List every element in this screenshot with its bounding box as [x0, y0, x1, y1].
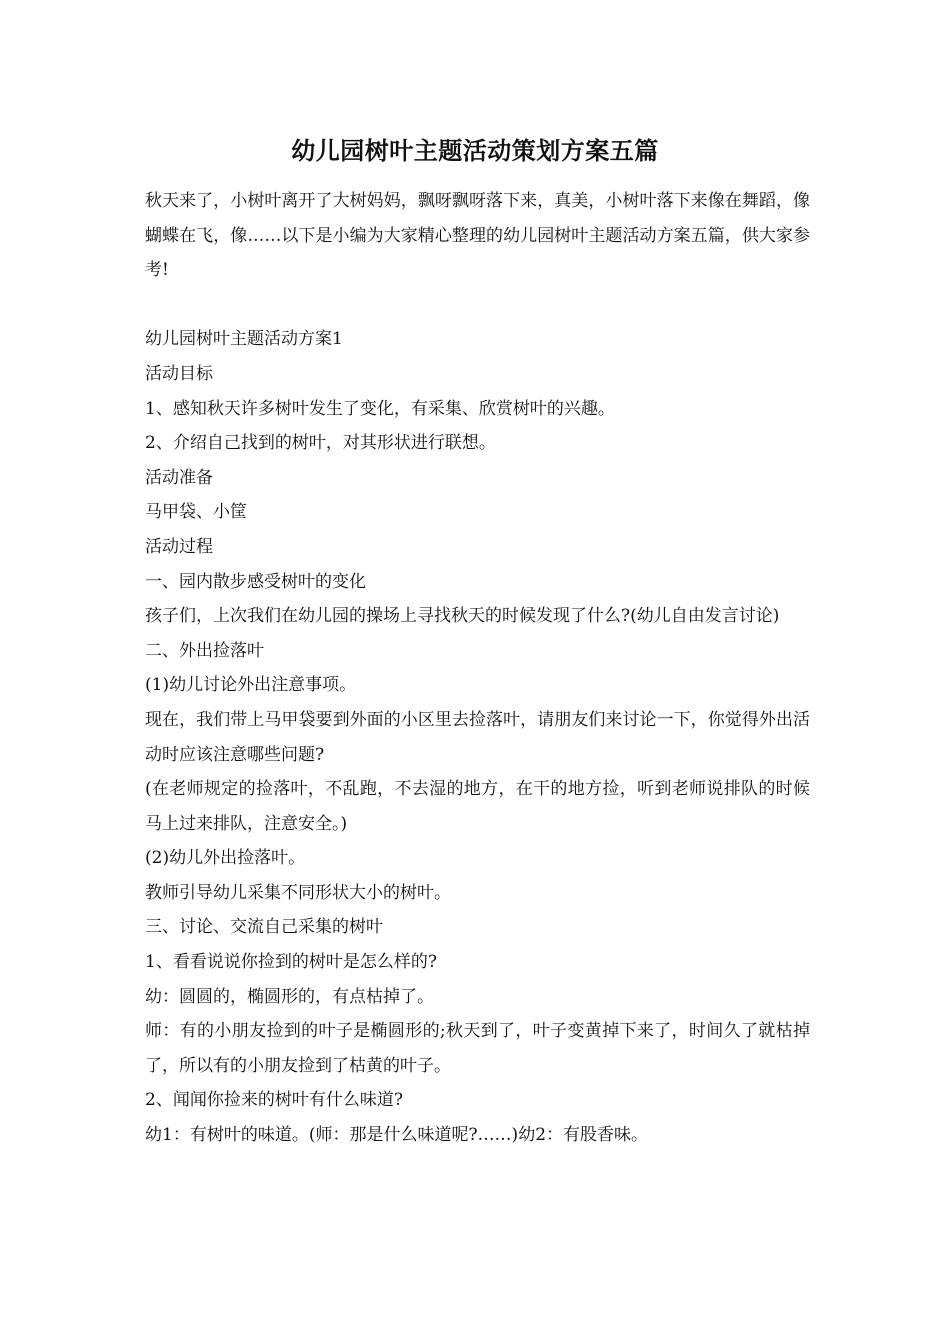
process-step-2-heading: 二、外出捡落叶 [145, 640, 264, 661]
process-paragraph: (2)幼儿外出捡落叶。 [145, 848, 306, 869]
process-paragraph: 现在，我们带上马甲袋要到外面的小区里去捡落叶，请朋友们来讨论一下，你觉得外出活动时应该注意哪些问题? [145, 709, 810, 765]
process-step-1-heading: 一、园内散步感受树叶的变化 [145, 571, 366, 592]
document-body [145, 184, 810, 1153]
preparation-materials: 马甲袋、小筐 [145, 502, 247, 523]
heading-activity-process: 活动过程 [145, 536, 213, 557]
process-paragraph: 幼：圆圆的，椭圆形的，有点枯掉了。 [145, 986, 434, 1007]
process-paragraph: 1、看看说说你捡到的树叶是怎么样的? [145, 952, 437, 973]
heading-activity-preparation: 活动准备 [145, 467, 213, 488]
section-heading-plan-1: 幼儿园树叶主题活动方案1 [145, 329, 343, 350]
goal-item-2: 2、介绍自己找到的树叶，对其形状进行联想。 [145, 433, 496, 454]
goal-item-1: 1、感知秋天许多树叶发生了变化，有采集、欣赏树叶的兴趣。 [145, 398, 615, 419]
heading-activity-goals: 活动目标 [145, 363, 213, 384]
process-paragraph: 孩子们，上次我们在幼儿园的操场上寻找秋天的时候发现了什么?(幼儿自由发言讨论) [145, 606, 780, 627]
process-paragraph: 2、闻闻你捡来的树叶有什么味道? [145, 1090, 403, 1111]
paragraph-spacer [145, 288, 810, 323]
intro-paragraph: 秋天来了，小树叶离开了大树妈妈，飘呀飘呀落下来，真美，小树叶落下来像在舞蹈，像蝴蝶在飞，像……以下是小编为大家精心整理的幼儿园树叶主题活动方案五篇，供大家参考! [145, 191, 810, 281]
document-title: 幼儿园树叶主题活动策划方案五篇 [291, 136, 659, 165]
process-paragraph: 教师引导幼儿采集不同形状大小的树叶。 [145, 882, 451, 903]
process-paragraph: (1)幼儿讨论外出注意事项。 [145, 675, 357, 696]
process-paragraph: 幼1：有树叶的味道。(师：那是什么味道呢?……)幼2：有股香味。 [145, 1125, 649, 1146]
process-step-3-heading: 三、讨论、交流自己采集的树叶 [145, 917, 383, 938]
process-paragraph: 师：有的小朋友捡到的叶子是椭圆形的;秋天到了，叶子变黄掉下来了，时间久了就枯掉了，所以有的小朋友捡到了枯黄的叶子。 [145, 1021, 810, 1076]
process-paragraph: (在老师规定的捡落叶，不乱跑，不去湿的地方，在干的地方捡，听到老师说排队的时候马上过来排队，注意安全。) [145, 779, 810, 834]
